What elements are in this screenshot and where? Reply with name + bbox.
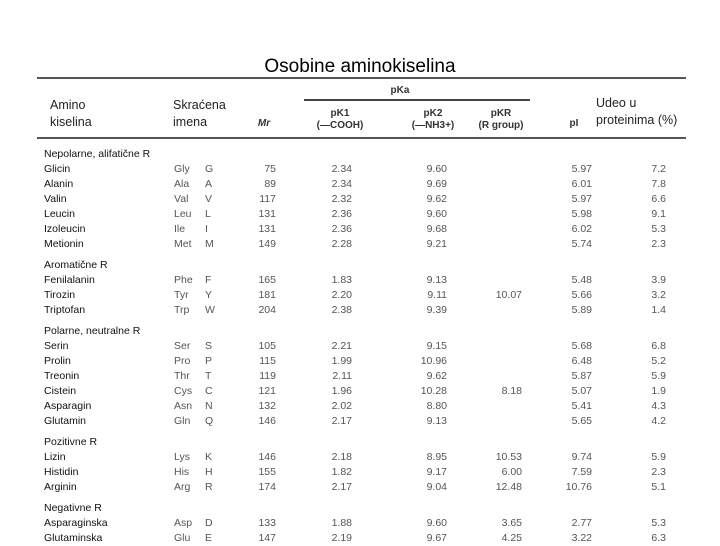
table-row: [0, 237, 720, 252]
pi-value: 5.89: [571, 304, 592, 316]
table-row: [0, 222, 720, 237]
amino-acid-name: Glutamin: [44, 415, 87, 427]
pka-group-rule: [304, 99, 530, 101]
three-letter-code: Phe: [174, 274, 193, 286]
pi-value: 10.76: [565, 481, 592, 493]
amino-acid-name: Glutaminska: [44, 532, 103, 544]
three-letter-code: Asp: [174, 517, 193, 529]
pi-value: 5.66: [571, 289, 592, 301]
pkr-value: 8.18: [501, 385, 522, 397]
pk2-value: 9.60: [426, 163, 447, 175]
three-letter-code: Arg: [174, 481, 191, 493]
one-letter-code: V: [205, 193, 213, 205]
three-letter-code: Glu: [174, 532, 191, 544]
table-row: [0, 516, 720, 531]
pk2-value: 10.96: [420, 355, 447, 367]
molecular-weight: 155: [258, 466, 276, 478]
three-letter-code: Ile: [174, 223, 186, 235]
protein-share-value: 3.2: [651, 289, 666, 301]
pk2-value: 9.04: [426, 481, 447, 493]
one-letter-code: C: [205, 385, 213, 397]
three-letter-code: Thr: [174, 370, 190, 382]
molecular-weight: 181: [258, 289, 276, 301]
pk1-value: 2.36: [331, 223, 352, 235]
protein-share-value: 2.3: [651, 238, 666, 250]
three-letter-code: Lys: [174, 451, 190, 463]
protein-share-value: 4.2: [651, 415, 666, 427]
table-row: [0, 414, 720, 429]
table-row: [0, 339, 720, 354]
pk1-value: 2.17: [331, 481, 352, 493]
header-pk2-line2: (—NH3+): [411, 120, 455, 131]
amino-acid-name: Valin: [44, 193, 67, 205]
header-mr: Mr: [257, 118, 271, 129]
table-row: [0, 354, 720, 369]
pk2-value: 9.68: [426, 223, 447, 235]
table-row: [0, 531, 720, 546]
one-letter-code: G: [205, 163, 214, 175]
pk1-value: 1.96: [331, 385, 352, 397]
molecular-weight: 133: [258, 517, 276, 529]
table-row: [0, 465, 720, 480]
three-letter-code: Pro: [174, 355, 191, 367]
header-share-line2: proteinima (%): [596, 113, 678, 127]
header-pk2: [398, 108, 468, 132]
group-label: Nepolarne, alifatične R: [44, 148, 151, 160]
pk2-value: 9.60: [426, 208, 447, 220]
pk2-value: 8.80: [426, 400, 447, 412]
amino-acid-name: Lizin: [44, 451, 66, 463]
molecular-weight: 132: [258, 400, 276, 412]
one-letter-code: T: [205, 370, 212, 382]
three-letter-code: Val: [174, 193, 189, 205]
pkr-value: 10.07: [495, 289, 522, 301]
amino-acid-name: Alanin: [44, 178, 74, 190]
molecular-weight: 121: [258, 385, 276, 397]
molecular-weight: 105: [258, 340, 276, 352]
pk1-value: 2.34: [331, 178, 352, 190]
header-pkr-line1: pKR: [490, 108, 512, 119]
one-letter-code: F: [205, 274, 212, 286]
pi-value: 5.65: [571, 415, 592, 427]
table-row: [0, 273, 720, 288]
one-letter-code: W: [205, 304, 215, 316]
pk1-value: 2.20: [331, 289, 352, 301]
amino-acid-name: Asparagin: [44, 400, 92, 412]
header-abbreviation: [173, 97, 226, 131]
one-letter-code: I: [205, 223, 208, 235]
one-letter-code: R: [205, 481, 213, 493]
header-pka-group: pKa: [390, 85, 410, 96]
header-amino-acid: [50, 97, 92, 131]
pk2-value: 8.95: [426, 451, 447, 463]
three-letter-code: Cys: [174, 385, 193, 397]
table-row: [0, 450, 720, 465]
pk2-value: 9.69: [426, 178, 447, 190]
three-letter-code: Leu: [174, 208, 192, 220]
protein-share-value: 7.8: [651, 178, 666, 190]
header-pk1-line2: (—COOH): [316, 120, 364, 131]
three-letter-code: Ser: [174, 340, 191, 352]
protein-share-value: 5.3: [651, 223, 666, 235]
molecular-weight: 131: [258, 208, 276, 220]
one-letter-code: L: [205, 208, 211, 220]
amino-acid-name: Tirozin: [44, 289, 76, 301]
pk1-value: 2.11: [332, 370, 352, 382]
header-abbr-line1: Skraćena: [173, 98, 226, 112]
protein-share-value: 5.9: [651, 370, 666, 382]
one-letter-code: Q: [205, 415, 214, 427]
pi-value: 5.74: [571, 238, 592, 250]
amino-acid-name: Prolin: [44, 355, 71, 367]
molecular-weight: 115: [259, 355, 276, 367]
pi-value: 6.01: [571, 178, 592, 190]
pk1-value: 2.32: [331, 193, 352, 205]
pi-value: 5.97: [571, 163, 592, 175]
one-letter-code: E: [205, 532, 213, 544]
protein-share-value: 5.9: [651, 451, 666, 463]
pk2-value: 9.13: [426, 274, 447, 286]
header-protein-share: [596, 95, 677, 129]
pk1-value: 2.17: [331, 415, 352, 427]
amino-acid-name: Treonin: [44, 370, 80, 382]
table-row: [0, 369, 720, 384]
amino-acid-name: Arginin: [44, 481, 77, 493]
table-row: [0, 177, 720, 192]
pk1-value: 2.38: [331, 304, 352, 316]
table-row: [0, 288, 720, 303]
table-row: [0, 399, 720, 414]
protein-share-value: 5.1: [651, 481, 666, 493]
three-letter-code: Met: [174, 238, 192, 250]
table-row: [0, 162, 720, 177]
amino-acid-name: Histidin: [44, 466, 79, 478]
group-label: Pozitivne R: [44, 436, 98, 448]
pi-value: 5.48: [571, 274, 592, 286]
page-title: Osobine aminokiselina: [264, 56, 456, 77]
table-row: [0, 303, 720, 318]
protein-share-value: 2.3: [651, 466, 666, 478]
pi-value: 7.59: [571, 466, 592, 478]
table-row: [0, 384, 720, 399]
header-pi: pI: [569, 118, 579, 129]
group-label: Aromatične R: [44, 259, 108, 271]
pkr-value: 3.65: [501, 517, 522, 529]
one-letter-code: P: [205, 355, 213, 367]
pk1-value: 2.34: [331, 163, 352, 175]
protein-share-value: 1.9: [651, 385, 666, 397]
table-row: [0, 192, 720, 207]
pi-value: 5.07: [571, 385, 592, 397]
three-letter-code: Gly: [174, 163, 190, 175]
amino-acid-name: Izoleucin: [44, 223, 86, 235]
protein-share-value: 7.2: [651, 163, 666, 175]
pkr-value: 6.00: [501, 466, 522, 478]
one-letter-code: M: [205, 238, 214, 250]
header-bottom-rule: [37, 137, 686, 139]
pi-value: 5.41: [571, 400, 592, 412]
pkr-value: 4.25: [501, 532, 522, 544]
three-letter-code: Asn: [174, 400, 193, 412]
molecular-weight: 165: [258, 274, 276, 286]
header-pk1-line1: pK1: [330, 108, 350, 119]
amino-acid-name: Leucin: [44, 208, 75, 220]
pk1-value: 2.36: [331, 208, 352, 220]
three-letter-code: Gln: [174, 415, 191, 427]
pk2-value: 9.60: [426, 517, 447, 529]
protein-share-value: 6.3: [651, 532, 666, 544]
one-letter-code: Y: [205, 289, 213, 301]
amino-acid-name: Fenilalanin: [44, 274, 95, 286]
molecular-weight: 146: [258, 415, 276, 427]
header-pk1: [305, 108, 375, 132]
pk1-value: 2.28: [331, 238, 352, 250]
molecular-weight: 131: [258, 223, 276, 235]
pk2-value: 9.62: [426, 370, 447, 382]
pi-value: 5.68: [571, 340, 592, 352]
pi-value: 3.22: [571, 532, 592, 544]
group-label: Polarne, neutralne R: [44, 325, 141, 337]
pk2-value: 9.62: [426, 193, 447, 205]
header-amino-line1: Amino: [50, 98, 86, 112]
pi-value: 6.48: [571, 355, 592, 367]
one-letter-code: S: [205, 340, 213, 352]
pk1-value: 2.19: [331, 532, 352, 544]
pi-value: 5.97: [571, 193, 592, 205]
pi-value: 5.98: [571, 208, 592, 220]
one-letter-code: H: [205, 466, 213, 478]
pi-value: 6.02: [571, 223, 592, 235]
pi-value: 2.77: [571, 517, 592, 529]
header-share-line1: Udeo u: [596, 96, 637, 110]
pk2-value: 9.39: [426, 304, 447, 316]
amino-acid-name: Cistein: [44, 385, 77, 397]
pk1-value: 2.02: [331, 400, 352, 412]
pk1-value: 2.21: [331, 340, 352, 352]
amino-acid-name: Asparaginska: [44, 517, 108, 529]
protein-share-value: 4.3: [651, 400, 666, 412]
pk1-value: 1.83: [331, 274, 352, 286]
amino-acid-name: Glicin: [44, 163, 71, 175]
molecular-weight: 204: [258, 304, 276, 316]
molecular-weight: 117: [259, 193, 276, 205]
pk1-value: 1.88: [331, 517, 352, 529]
pk2-value: 9.21: [426, 238, 447, 250]
one-letter-code: N: [205, 400, 213, 412]
protein-share-value: 9.1: [651, 208, 666, 220]
molecular-weight: 119: [259, 370, 276, 382]
pk2-value: 9.67: [426, 532, 447, 544]
molecular-weight: 89: [264, 178, 276, 190]
pi-value: 9.74: [571, 451, 592, 463]
pk2-value: 9.17: [426, 466, 447, 478]
pk2-value: 9.11: [427, 289, 447, 301]
header-pkr-line2: (R group): [478, 120, 524, 131]
header-pk2-line1: pK2: [423, 108, 443, 119]
three-letter-code: Ala: [174, 178, 190, 190]
pk1-value: 2.18: [331, 451, 352, 463]
protein-share-value: 6.6: [651, 193, 666, 205]
pk2-value: 9.15: [426, 340, 447, 352]
one-letter-code: A: [205, 178, 213, 190]
pk1-value: 1.82: [331, 466, 352, 478]
amino-acid-name: Metionin: [44, 238, 84, 250]
pi-value: 5.87: [571, 370, 592, 382]
molecular-weight: 75: [264, 163, 276, 175]
header-pkr: [470, 108, 532, 132]
three-letter-code: Tyr: [174, 289, 189, 301]
one-letter-code: K: [205, 451, 213, 463]
one-letter-code: D: [205, 517, 213, 529]
pkr-value: 12.48: [495, 481, 522, 493]
molecular-weight: 174: [258, 481, 276, 493]
protein-share-value: 5.2: [651, 355, 666, 367]
amino-acid-name: Triptofan: [44, 304, 86, 316]
molecular-weight: 147: [258, 532, 276, 544]
molecular-weight: 146: [258, 451, 276, 463]
pk2-value: 9.13: [426, 415, 447, 427]
table-row: [0, 480, 720, 495]
table-row: [0, 207, 720, 222]
three-letter-code: Trp: [174, 304, 190, 316]
top-rule: [37, 77, 686, 79]
header-abbr-line2: imena: [173, 115, 208, 129]
pk2-value: 10.28: [420, 385, 447, 397]
group-label: Negativne R: [44, 502, 102, 514]
header-amino-line2: kiselina: [50, 115, 92, 129]
amino-acid-name: Serin: [44, 340, 69, 352]
protein-share-value: 5.3: [651, 517, 666, 529]
protein-share-value: 1.4: [651, 304, 666, 316]
pk1-value: 1.99: [331, 355, 352, 367]
three-letter-code: His: [174, 466, 190, 478]
protein-share-value: 6.8: [651, 340, 666, 352]
protein-share-value: 3.9: [651, 274, 666, 286]
molecular-weight: 149: [258, 238, 276, 250]
pkr-value: 10.53: [495, 451, 522, 463]
